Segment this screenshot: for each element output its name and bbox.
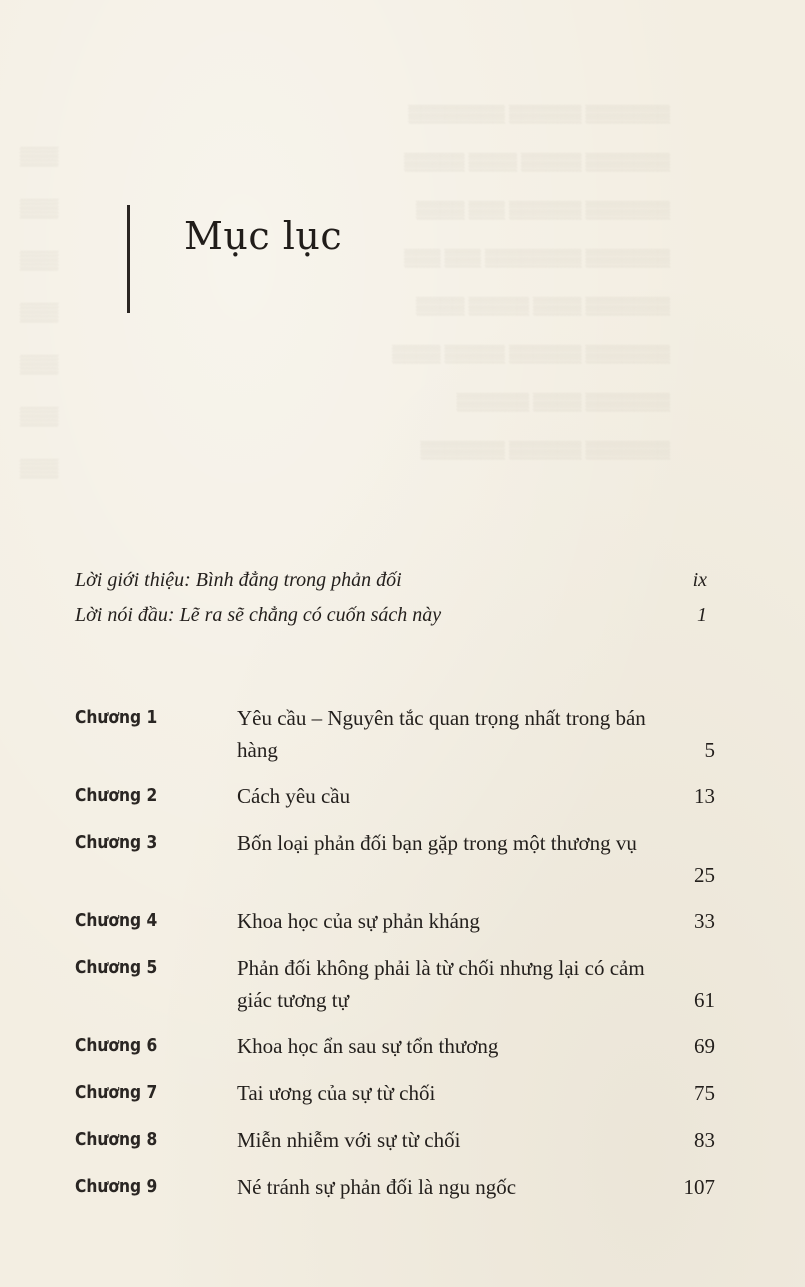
- chapter-title: Khoa học của sự phản kháng: [237, 909, 480, 933]
- page-title: Mục lục: [184, 214, 343, 258]
- chapter-title: Khoa học ẩn sau sự tổn thương: [237, 1034, 499, 1058]
- chapter-title: Né tránh sự phản đối là ngu ngốc: [237, 1175, 517, 1199]
- chapter-entry-3: [75, 827, 715, 905]
- chapter-label: Chương 6: [75, 1035, 158, 1056]
- intro-entry-preface: [75, 600, 707, 630]
- chapter-entry-4: [75, 905, 715, 952]
- chapter-entry-1: [75, 702, 715, 780]
- chapter-title: Yêu cầu – Nguyên tắc quan trọng nhất trong bán hàng: [237, 706, 646, 762]
- chapter-label: Chương 7: [75, 1082, 158, 1103]
- chapter-title: Phản đối không phải là từ chối nhưng lại có cảm giác tương tự: [237, 956, 645, 1012]
- chapter-page: 5: [704, 738, 715, 762]
- chapter-label: Chương 4: [75, 910, 158, 931]
- chapter-title: Miễn nhiễm với sự từ chối: [237, 1128, 461, 1152]
- chapter-page: 75: [694, 1081, 715, 1105]
- chapter-title: Bốn loại phản đối bạn gặp trong một thương vụ: [237, 831, 637, 855]
- intro-entry-page: ix: [692, 569, 707, 591]
- chapter-label: Chương 8: [75, 1129, 158, 1150]
- intro-entry-label: Lời nói đầu: Lẽ ra sẽ chẳng có cuốn sách này: [75, 604, 442, 626]
- chapter-title: Tai ương của sự từ chối: [237, 1081, 436, 1105]
- intro-entry-introduction: [75, 565, 707, 595]
- chapter-list: [75, 702, 715, 1218]
- intro-entry-label: Lời giới thiệu: Bình đẳng trong phản đối: [75, 569, 402, 591]
- chapter-page: 69: [694, 1034, 715, 1058]
- chapter-entry-7: [75, 1077, 715, 1124]
- bleed-through-numbers: ▒▒▒ ▒▒▒ ▒▒▒ ▒▒▒ ▒▒▒ ▒▒▒ ▒▒▒: [20, 146, 59, 478]
- chapter-entry-8: [75, 1124, 715, 1171]
- chapter-label: Chương 5: [75, 957, 158, 978]
- chapter-page: 13: [694, 784, 715, 808]
- chapter-page: 33: [694, 909, 715, 933]
- intro-entry-page: 1: [697, 604, 707, 626]
- chapter-entry-9: [75, 1171, 715, 1218]
- chapter-label: Chương 2: [75, 785, 158, 806]
- chapter-page: 61: [694, 988, 715, 1012]
- chapter-label: Chương 9: [75, 1176, 158, 1197]
- chapter-entry-6: [75, 1030, 715, 1077]
- chapter-page: 107: [683, 1175, 715, 1199]
- chapter-label: Chương 3: [75, 832, 158, 853]
- title-accent-bar: [127, 205, 130, 313]
- bleed-through-text: ▒▒▒▒▒▒▒ ▒▒▒▒▒▒ ▒▒▒▒▒▒▒▒ ▒▒▒▒▒▒▒ ▒▒▒▒▒ ▒▒▒▒ ▒▒▒▒▒ ▒▒▒▒▒▒▒ ▒▒▒▒▒▒ ▒▒▒ ▒▒▒▒ ▒▒▒▒▒▒▒ ▒▒▒▒▒▒▒▒ ▒▒▒ ▒▒▒ ▒▒▒▒▒▒▒ ▒▒▒▒ ▒▒▒▒▒ ▒▒▒▒ ▒▒▒▒▒▒▒ ▒▒▒▒▒▒ ▒▒▒▒▒ ▒▒▒▒ ▒▒▒▒▒▒▒ ▒▒▒▒ ▒▒▒▒▒▒ ▒▒▒▒▒▒▒ ▒▒▒▒▒▒ ▒▒▒▒▒▒▒: [392, 104, 670, 459]
- chapter-entry-5: [75, 952, 715, 1030]
- chapter-entry-2: [75, 780, 715, 827]
- chapter-page: 83: [694, 1128, 715, 1152]
- chapter-label: Chương 1: [75, 707, 158, 728]
- chapter-page: 25: [694, 863, 715, 887]
- chapter-title: Cách yêu cầu: [237, 784, 351, 808]
